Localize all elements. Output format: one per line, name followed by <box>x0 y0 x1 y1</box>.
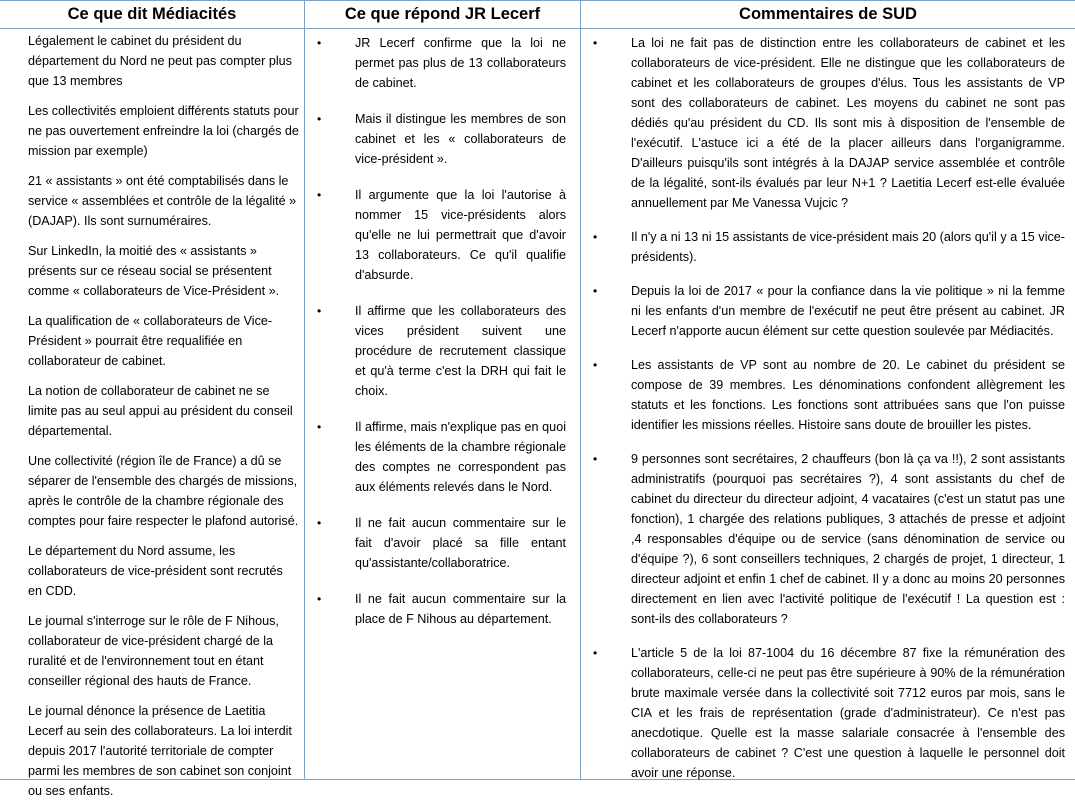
sud-item-text: L'article 5 de la loi 87-1004 du 16 décembre 87 fixe la rémunération des collaborateurs, celle-ci ne peut pas être supérieure à 90% de la rémunération brute maximale versée dans la collectivité soit 7712 euros par mois, sans le CIA et les frais de représentation (grade d'administrateur). Ce n'est pas anecdotique. Quelle est la masse salariale consacrée à l'ensemble des collaborateurs de cabinet ? C'est une question à laquelle le personnel doit avoir une réponse. <box>631 646 1065 780</box>
bullet-icon: • <box>593 230 598 244</box>
sud-item <box>581 227 1065 267</box>
lecerf-item-text: Il argumente que la loi l'autorise à nommer 15 vice-présidents alors qu'elle ne lui permettrait que d'avoir 13 collaborateurs. Ce qu'il qualifie d'absurde. <box>355 188 566 282</box>
column-body-lecerf <box>305 29 580 629</box>
column-sud <box>580 1 1075 779</box>
sud-item <box>581 355 1065 435</box>
sud-item <box>581 33 1065 213</box>
lecerf-bullet-list <box>305 33 566 629</box>
lecerf-item-text: Mais il distingue les membres de son cabinet et les « collaborateurs de vice-président ». <box>355 112 566 166</box>
lecerf-item <box>305 417 566 497</box>
lecerf-item <box>305 33 566 93</box>
column-mediacites <box>0 1 304 798</box>
column-body-sud <box>581 29 1075 783</box>
column-header-sud: Commentaires de SUD <box>581 1 1075 29</box>
column-header-lecerf: Ce que répond JR Lecerf <box>305 1 580 29</box>
column-body-mediacites <box>0 29 304 801</box>
lecerf-item <box>305 589 566 629</box>
bullet-icon: • <box>317 516 322 530</box>
mediacites-paragraph: La qualification de « collaborateurs de Vice-Président » pourrait être requalifiée en collaborateur de cabinet. <box>28 314 273 368</box>
mediacites-paragraph: Le département du Nord assume, les collaborateurs de vice-président sont recrutés en CDD. <box>28 544 283 598</box>
lecerf-item <box>305 185 566 285</box>
mediacites-paragraph: La notion de collaborateur de cabinet ne se limite pas au seul appui au président du conseil départemental. <box>28 384 293 438</box>
sud-item-text: Depuis la loi de 2017 « pour la confiance dans la vie politique » ni la femme ni les enfants d'un membre de l'exécutif ne peut être présent au cabinet. JR Lecerf n'apporte aucun élément sur cette question soulevée par Médiacités. <box>631 284 1065 338</box>
sud-item-text: Il n'y a ni 13 ni 15 assistants de vice-président mais 20 (alors qu'il y a 15 vice-présidents). <box>631 230 1065 264</box>
lecerf-item-text: Il affirme, mais n'explique pas en quoi les éléments de la chambre régionale des comptes ne correspondent pas aux éléments relevés dans le Nord. <box>355 420 566 494</box>
mediacites-paragraph: Le journal dénonce la présence de Laetitia Lecerf au sein des collaborateurs. La loi interdit depuis 2017 l'autorité territoriale de compter parmi les membres de son cabinet son conjoint ou ses enfants. <box>28 704 292 798</box>
sud-item-text: Les assistants de VP sont au nombre de 20. Le cabinet du président se compose de 39 membres. Les dénominations confondent allègrement les statuts et les fonctions. Les fonctions sont attribuées sans que l'on puisse identifier les missions réelles. Histoire sans doute de brouiller les pistes. <box>631 358 1065 432</box>
bullet-icon: • <box>593 452 598 466</box>
mediacites-paragraph: Le journal s'interroge sur le rôle de F Nihous, collaborateur de vice-président chargé de la ruralité et de l'environnement tout en étant conseiller régional des hauts de France. <box>28 614 279 688</box>
bullet-icon: • <box>593 36 598 50</box>
lecerf-item-text: Il ne fait aucun commentaire sur le fait d'avoir placé sa fille entant qu'assistante/collaboratrice. <box>355 516 566 570</box>
lecerf-item <box>305 109 566 169</box>
sud-item <box>581 449 1065 629</box>
lecerf-item-text: Il affirme que les collaborateurs des vices président suivent une procédure de recrutement classique et qu'à terme c'est la DRH qui fait le choix. <box>355 304 566 398</box>
mediacites-paragraph: Les collectivités emploient différents statuts pour ne pas ouvertement enfreindre la loi (chargés de mission par exemple) <box>28 104 299 158</box>
bullet-icon: • <box>317 304 322 318</box>
bullet-icon: • <box>593 358 598 372</box>
bullet-icon: • <box>317 420 322 434</box>
sud-item-text: La loi ne fait pas de distinction entre les collaborateurs de cabinet et les collaborateurs de vice-président. Elle ne distingue que les collaborateurs de cabinet et les collaborateurs de groupes d'élus. Tous les assistants de VP sont des collaborateurs de cabinet. Les moyens du cabinet ne sont pas dédiés qu'au président du CD. Ils sont mis à disposition de l'ensemble de l'exécutif. L'astuce ici a été de la placer ailleurs dans l'organigramme. D'ailleurs puisqu'ils sont intégrés à la DAJAP service assemblée et contrôle de la légalité, sont-ils évalués par leur N+1 ? Laetitia Lecerf est-elle évaluée annuellement par Me Vanessa Vujcic ? <box>631 36 1065 210</box>
mediacites-paragraph: Une collectivité (région île de France) a dû se séparer de l'ensemble des chargés de missions, après le contrôle de la chambre régionale des comptes pour faire respecter le plafond autorisé. <box>28 454 299 528</box>
bullet-icon: • <box>593 284 598 298</box>
bullet-icon: • <box>317 36 322 50</box>
bullet-icon: • <box>317 112 322 126</box>
lecerf-item-text: Il ne fait aucun commentaire sur la place de F Nihous au département. <box>355 592 566 626</box>
sud-item-text: 9 personnes sont secrétaires, 2 chauffeurs (bon là ça va !!), 2 sont assistants administratifs (pourquoi pas secrétaires ?), 4 sont assistants du chef de cabinet du directeur du directeur adjoint, 4 vacataires (c'est un statut pas une fonction), 1 chargée des relations publiques, 3 attachés de presse et adjoint ,4 responsables d'équipe ou de service (sans dénomination de service ou d'équipe ?), 6 sont conseillers techniques, 2 chargés de projet, 1 directeur, 1 directeur adjoint et enfin 1 chef de cabinet. Il y a donc au moins 20 personnes directement en lien avec l'activité politique de l'exécutif ! La question est : sont-ils des collaborateurs ? <box>631 452 1065 626</box>
mediacites-paragraph: 21 « assistants » ont été comptabilisés dans le service « assemblées et contrôle de la légalité » (DAJAP). Ils sont surnuméraires. <box>28 174 297 228</box>
lecerf-item-text: JR Lecerf confirme que la loi ne permet pas plus de 13 collaborateurs de cabinet. <box>355 36 566 90</box>
sud-bullet-list <box>581 33 1065 783</box>
sud-item <box>581 643 1065 783</box>
bullet-icon: • <box>317 188 322 202</box>
column-header-mediacites: Ce que dit Médiacités <box>0 1 304 29</box>
bullet-icon: • <box>317 592 322 606</box>
bullet-icon: • <box>593 646 598 660</box>
lecerf-item <box>305 301 566 401</box>
sud-item <box>581 281 1065 341</box>
column-lecerf <box>304 1 580 779</box>
mediacites-paragraph: Sur LinkedIn, la moitié des « assistants » présents sur ce réseau social se présentent comme « collaborateurs de Vice-Président ». <box>28 244 280 298</box>
lecerf-item <box>305 513 566 573</box>
mediacites-paragraph: Légalement le cabinet du président du département du Nord ne peut pas compter plus que 13 membres <box>28 34 292 88</box>
